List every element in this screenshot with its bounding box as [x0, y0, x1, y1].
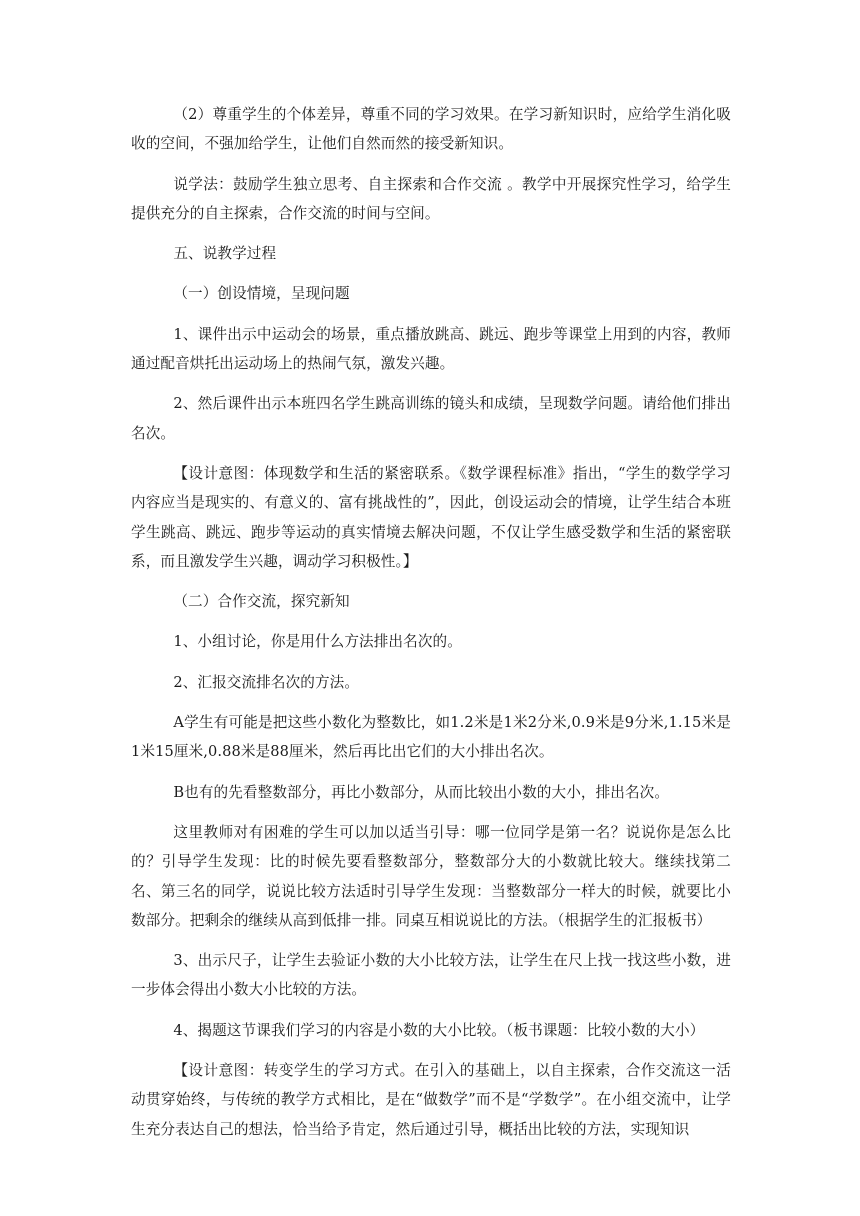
- paragraph-method-b: B也有的先看整数部分，再比小数部分，从而比较出小数的大小，排出名次。: [173, 783, 670, 801]
- paragraph-group-discussion: 1、小组讨论，你是用什么方法排出名次的。: [173, 633, 462, 651]
- paragraph-teacher-guidance: 这里教师对有困难的学生可以加以适当引导：哪一位同学是第一名？说说你是怎么比的？引导学生发现：比的时候先要看整数部分，整数部分大的小数就比较大。继续找第二名、第三名的同学，说说比较方法适时引导学生发现：当整数部分一样大的时候，就要比小数部分。把剩余的继续从高到低排一排。同桌互相说说比的方法。（根据学生的汇报板书）: [131, 823, 731, 929]
- document-page: [131, 100, 731, 1144]
- section-heading-teaching-process: 五、说教学过程: [173, 245, 277, 263]
- paragraph-step-2: 2、然后课件出示本班四名学生跳高训练的镜头和成绩，呈现数学问题。请给他们排出名次。: [131, 395, 731, 442]
- paragraph-step-4: 4、揭题这节课我们学习的内容是小数的大小比较。（板书课题：比较小数的大小）: [173, 1021, 705, 1039]
- paragraph-step-1: 1、课件出示中运动会的场景，重点播放跳高、跳远、跑步等课堂上用到的内容，教师通过配音烘托出运动场上的热闹气氛，激发兴趣。: [131, 325, 731, 373]
- paragraph-design-intent-1: 【设计意图：体现数学和生活的紧密联系。《数学课程标准》指出，“学生的数学学习内容应当是现实的、有意义的、富有挑战性的”，因此，创设运动会的情境，让学生结合本班学生跳高、跳远、跑步等运动的真实情境去解决问题，不仅让学生感受数学和生活的紧密联系，而且激发学生兴趣，调动学习积极性。】: [131, 464, 731, 570]
- paragraph-report-methods: 2、汇报交流排名次的方法。: [173, 673, 360, 691]
- paragraph-step-3: 3、出示尺子，让学生去验证小数的大小比较方法，让学生在尺上找一找这些小数，进一步体会得出小数大小比较的方法。: [131, 952, 731, 999]
- subheading-create-situation: （一）创设情境，呈现问题: [173, 285, 350, 303]
- paragraph-method-a: A学生有可能是把这些小数化为整数比，如1.2米是1米2分米,0.9米是9分米,1.15米是1米15厘米,0.88米是88厘米，然后再比出它们的大小排出名次。: [131, 714, 731, 761]
- subheading-cooperate-explore: （二）合作交流，探究新知: [173, 593, 350, 611]
- paragraph-learning-method: 说学法：鼓励学生独立思考、自主探索和合作交流 。教学中开展探究性学习，给学生提供充分的自主探索，合作交流的时间与空间。: [131, 175, 731, 222]
- paragraph-design-intent-2: 【设计意图：转变学生的学习方式。在引入的基础上，以自主探索，合作交流这一活动贯穿始终，与传统的教学方式相比，是在“做数学”而不是“学数学”。在小组交流中，让学生充分表达自己的想法，恰当给予肯定，然后通过引导，概括出比较的方法，实现知识: [131, 1062, 731, 1138]
- paragraph-respect-differences: （2）尊重学生的个体差异，尊重不同的学习效果。在学习新知识时，应给学生消化吸收的空间，不强加给学生，让他们自然而然的接受新知识。: [131, 106, 731, 153]
